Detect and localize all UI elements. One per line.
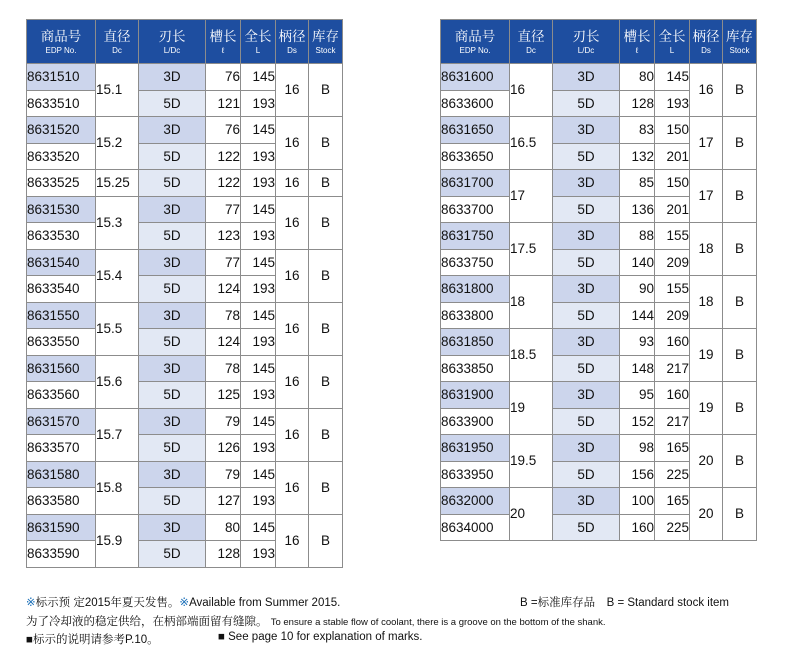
- overall-length-cell: 145: [241, 117, 276, 144]
- shank-diameter-cell: 16: [276, 196, 309, 249]
- length-ratio-cell: 3D: [553, 223, 620, 250]
- diameter-cell: 16: [510, 64, 553, 117]
- diameter-cell: 15.8: [96, 461, 139, 514]
- length-ratio-cell: 5D: [139, 435, 206, 462]
- length-ratio-cell: 3D: [139, 117, 206, 144]
- overall-length-cell: 145: [241, 196, 276, 223]
- length-ratio-cell: 3D: [553, 64, 620, 91]
- flute-length-cell: 124: [206, 276, 241, 303]
- marks-note-en: ■ See page 10 for explanation of marks.: [218, 631, 423, 643]
- diameter-cell: 19: [510, 382, 553, 435]
- column-header-zh: 直径: [103, 29, 131, 45]
- diameter-cell: 15.2: [96, 117, 139, 170]
- stock-cell: B: [723, 64, 757, 117]
- table-row: [27, 196, 343, 223]
- table-row: [441, 329, 757, 356]
- length-ratio-cell: 5D: [553, 408, 620, 435]
- stock-cell: B: [309, 461, 343, 514]
- edp-number: 8631950: [441, 435, 510, 462]
- edp-number: 8632000: [441, 488, 510, 515]
- edp-number: 8631520: [27, 117, 96, 144]
- table-row: [441, 382, 757, 409]
- length-ratio-cell: 3D: [139, 249, 206, 276]
- column-header-en: ℓ: [635, 45, 639, 55]
- overall-length-cell: 145: [241, 64, 276, 91]
- overall-length-cell: 145: [241, 302, 276, 329]
- flute-length-cell: 123: [206, 223, 241, 250]
- column-header-en: Ds: [701, 45, 711, 55]
- stock-cell: B: [309, 117, 343, 170]
- length-ratio-cell: 3D: [553, 488, 620, 515]
- header-row: [27, 20, 343, 64]
- length-ratio-cell: 3D: [139, 355, 206, 382]
- edp-number: 8631570: [27, 408, 96, 435]
- flute-length-cell: 148: [620, 355, 655, 382]
- shank-diameter-cell: 17: [690, 170, 723, 223]
- length-ratio-cell: 5D: [553, 143, 620, 170]
- column-header-zh: 柄径: [278, 29, 306, 45]
- table-row: [27, 461, 343, 488]
- edp-number: 8631530: [27, 196, 96, 223]
- shank-diameter-cell: 19: [690, 329, 723, 382]
- length-ratio-cell: 5D: [553, 196, 620, 223]
- flute-length-cell: 122: [206, 170, 241, 197]
- diameter-cell: 15.6: [96, 355, 139, 408]
- diameter-cell: 15.5: [96, 302, 139, 355]
- header-row: [441, 20, 757, 64]
- stock-cell: B: [723, 276, 757, 329]
- column-header: [96, 20, 139, 64]
- edp-number: 8631700: [441, 170, 510, 197]
- availability-note-en: Available from Summer 2015.: [189, 597, 341, 609]
- column-header: [309, 20, 343, 64]
- length-ratio-cell: 5D: [553, 355, 620, 382]
- length-ratio-cell: 5D: [139, 143, 206, 170]
- overall-length-cell: 209: [655, 302, 690, 329]
- flute-length-cell: 78: [206, 302, 241, 329]
- table-row: [27, 249, 343, 276]
- column-header: [276, 20, 309, 64]
- column-header-en: Stock: [729, 45, 750, 55]
- table-row: [441, 117, 757, 144]
- length-ratio-cell: 5D: [139, 329, 206, 356]
- stock-cell: B: [723, 329, 757, 382]
- flute-length-cell: 88: [620, 223, 655, 250]
- edp-number: 8633750: [441, 249, 510, 276]
- length-ratio-cell: 5D: [139, 170, 206, 197]
- overall-length-cell: 150: [655, 170, 690, 197]
- flute-length-cell: 128: [620, 90, 655, 117]
- edp-number: 8631580: [27, 461, 96, 488]
- coolant-note: [26, 613, 606, 629]
- table-row: [441, 223, 757, 250]
- length-ratio-cell: 5D: [139, 223, 206, 250]
- overall-length-cell: 145: [655, 64, 690, 91]
- stock-cell: B: [723, 223, 757, 276]
- edp-number: 8633540: [27, 276, 96, 303]
- overall-length-cell: 193: [655, 90, 690, 117]
- diameter-cell: 15.9: [96, 514, 139, 567]
- shank-diameter-cell: 16: [276, 170, 309, 197]
- diameter-cell: 15.4: [96, 249, 139, 302]
- marks-note-zh: ■标示的说明请参考P.10。: [26, 634, 159, 646]
- flute-length-cell: 85: [620, 170, 655, 197]
- edp-number: 8631750: [441, 223, 510, 250]
- edp-number: 8633900: [441, 408, 510, 435]
- flute-length-cell: 79: [206, 408, 241, 435]
- edp-number: 8633560: [27, 382, 96, 409]
- edp-number: 8633700: [441, 196, 510, 223]
- diameter-cell: 16.5: [510, 117, 553, 170]
- stock-cell: B: [309, 64, 343, 117]
- flute-length-cell: 77: [206, 249, 241, 276]
- flute-length-cell: 78: [206, 355, 241, 382]
- edp-number: 8633570: [27, 435, 96, 462]
- edp-number: 8633600: [441, 90, 510, 117]
- coolant-note-en: To ensure a stable flow of coolant, there is a groove on the bottom of the shank.: [270, 617, 606, 628]
- flute-length-cell: 160: [620, 514, 655, 541]
- flute-length-cell: 132: [620, 143, 655, 170]
- stock-cell: B: [309, 249, 343, 302]
- overall-length-cell: 150: [655, 117, 690, 144]
- mark-symbol: ※: [26, 597, 36, 609]
- column-header-en: EDP No.: [45, 45, 77, 55]
- shank-diameter-cell: 16: [276, 64, 309, 117]
- column-header-en: Dc: [526, 45, 536, 55]
- stock-cell: B: [309, 170, 343, 197]
- length-ratio-cell: 5D: [553, 514, 620, 541]
- flute-length-cell: 79: [206, 461, 241, 488]
- length-ratio-cell: 5D: [553, 461, 620, 488]
- edp-number: 8633530: [27, 223, 96, 250]
- overall-length-cell: 145: [241, 249, 276, 276]
- overall-length-cell: 145: [241, 355, 276, 382]
- length-ratio-cell: 3D: [139, 302, 206, 329]
- overall-length-cell: 193: [241, 143, 276, 170]
- shank-diameter-cell: 16: [276, 514, 309, 567]
- column-header: [723, 20, 757, 64]
- length-ratio-cell: 5D: [139, 541, 206, 568]
- diameter-cell: 15.1: [96, 64, 139, 117]
- column-header-zh: 商品号: [454, 29, 496, 45]
- column-header-zh: 商品号: [40, 29, 82, 45]
- edp-number: 8633520: [27, 143, 96, 170]
- overall-length-cell: 217: [655, 408, 690, 435]
- overall-length-cell: 201: [655, 196, 690, 223]
- diameter-cell: 18.5: [510, 329, 553, 382]
- coolant-note-zh: 为了冷却液的稳定供给，在柄部端面留有缝隙。: [26, 616, 268, 628]
- diameter-cell: 19.5: [510, 435, 553, 488]
- spec-table-left: [26, 19, 343, 568]
- overall-length-cell: 160: [655, 382, 690, 409]
- column-header-zh: 柄径: [692, 29, 720, 45]
- length-ratio-cell: 3D: [139, 514, 206, 541]
- shank-diameter-cell: 16: [276, 117, 309, 170]
- table-row: [441, 435, 757, 462]
- column-header-en: EDP No.: [459, 45, 491, 55]
- length-ratio-cell: 5D: [139, 90, 206, 117]
- stock-cell: B: [723, 488, 757, 541]
- table-row: [441, 170, 757, 197]
- flute-length-cell: 80: [206, 514, 241, 541]
- edp-number: 8631900: [441, 382, 510, 409]
- shank-diameter-cell: 17: [690, 117, 723, 170]
- table-body: [441, 64, 757, 541]
- stock-legend: B =标准库存品 B = Standard stock item: [520, 597, 729, 609]
- column-header: [553, 20, 620, 64]
- flute-length-cell: 128: [206, 541, 241, 568]
- overall-length-cell: 201: [655, 143, 690, 170]
- stock-cell: B: [309, 514, 343, 567]
- edp-number: 8631560: [27, 355, 96, 382]
- overall-length-cell: 193: [241, 382, 276, 409]
- table-row: [441, 64, 757, 91]
- overall-length-cell: 155: [655, 223, 690, 250]
- overall-length-cell: 193: [241, 90, 276, 117]
- edp-number: 8633590: [27, 541, 96, 568]
- flute-length-cell: 140: [620, 249, 655, 276]
- shank-diameter-cell: 20: [690, 488, 723, 541]
- flute-length-cell: 136: [620, 196, 655, 223]
- availability-note: [26, 594, 340, 610]
- stock-cell: B: [309, 408, 343, 461]
- overall-length-cell: 193: [241, 488, 276, 515]
- column-header-zh: 直径: [517, 29, 545, 45]
- flute-length-cell: 126: [206, 435, 241, 462]
- stock-cell: B: [723, 382, 757, 435]
- column-header: [139, 20, 206, 64]
- length-ratio-cell: 3D: [553, 170, 620, 197]
- edp-number: 8631800: [441, 276, 510, 303]
- column-header-zh: 库存: [312, 29, 339, 45]
- flute-length-cell: 77: [206, 196, 241, 223]
- mark-symbol: ※: [179, 597, 190, 609]
- flute-length-cell: 144: [620, 302, 655, 329]
- flute-length-cell: 100: [620, 488, 655, 515]
- shank-diameter-cell: 16: [690, 64, 723, 117]
- stock-cell: B: [309, 355, 343, 408]
- edp-number: 8633580: [27, 488, 96, 515]
- overall-length-cell: 165: [655, 488, 690, 515]
- length-ratio-cell: 5D: [139, 488, 206, 515]
- length-ratio-cell: 5D: [553, 302, 620, 329]
- flute-length-cell: 76: [206, 64, 241, 91]
- shank-diameter-cell: 16: [276, 408, 309, 461]
- flute-length-cell: 121: [206, 90, 241, 117]
- shank-diameter-cell: 16: [276, 302, 309, 355]
- edp-number: 8633550: [27, 329, 96, 356]
- table-row: [27, 170, 343, 197]
- edp-number: 8631510: [27, 64, 96, 91]
- flute-length-cell: 122: [206, 143, 241, 170]
- column-header: [510, 20, 553, 64]
- table-row: [27, 64, 343, 91]
- overall-length-cell: 193: [241, 435, 276, 462]
- table-row: [27, 408, 343, 435]
- length-ratio-cell: 3D: [553, 117, 620, 144]
- diameter-cell: 20: [510, 488, 553, 541]
- edp-number: 8633650: [441, 143, 510, 170]
- length-ratio-cell: 3D: [139, 64, 206, 91]
- column-header-en: L/Dc: [163, 45, 181, 55]
- stock-cell: B: [723, 170, 757, 223]
- edp-number: 8633850: [441, 355, 510, 382]
- column-header-zh: 刃长: [572, 29, 600, 45]
- edp-number: 8631590: [27, 514, 96, 541]
- table-row: [441, 276, 757, 303]
- column-header-zh: 库存: [726, 29, 753, 45]
- column-header-zh: 槽长: [209, 29, 237, 45]
- flute-length-cell: 83: [620, 117, 655, 144]
- column-header-zh: 全长: [244, 29, 272, 45]
- length-ratio-cell: 3D: [139, 196, 206, 223]
- shank-diameter-cell: 16: [276, 461, 309, 514]
- edp-number: 8631600: [441, 64, 510, 91]
- diameter-cell: 15.3: [96, 196, 139, 249]
- shank-diameter-cell: 18: [690, 223, 723, 276]
- availability-note-zh: 标示预 定2015年夏天发售。: [35, 597, 180, 609]
- overall-length-cell: 193: [241, 223, 276, 250]
- diameter-cell: 17: [510, 170, 553, 223]
- flute-length-cell: 98: [620, 435, 655, 462]
- overall-length-cell: 209: [655, 249, 690, 276]
- stock-cell: B: [723, 435, 757, 488]
- column-header-en: L/Dc: [577, 45, 595, 55]
- diameter-cell: 17.5: [510, 223, 553, 276]
- shank-diameter-cell: 16: [276, 249, 309, 302]
- column-header-en: Dc: [112, 45, 122, 55]
- overall-length-cell: 225: [655, 514, 690, 541]
- flute-length-cell: 124: [206, 329, 241, 356]
- column-header: [206, 20, 241, 64]
- length-ratio-cell: 3D: [139, 408, 206, 435]
- length-ratio-cell: 5D: [139, 382, 206, 409]
- length-ratio-cell: 3D: [553, 276, 620, 303]
- length-ratio-cell: 3D: [553, 435, 620, 462]
- edp-number: 8631850: [441, 329, 510, 356]
- column-header: [441, 20, 510, 64]
- table-row: [27, 302, 343, 329]
- flute-length-cell: 93: [620, 329, 655, 356]
- length-ratio-cell: 3D: [139, 461, 206, 488]
- overall-length-cell: 193: [241, 329, 276, 356]
- column-header-zh: 刃长: [158, 29, 186, 45]
- edp-number: 8633510: [27, 90, 96, 117]
- column-header-en: L: [669, 45, 675, 55]
- edp-number: 8633800: [441, 302, 510, 329]
- shank-diameter-cell: 18: [690, 276, 723, 329]
- edp-number: 8633525: [27, 170, 96, 197]
- column-header: [655, 20, 690, 64]
- overall-length-cell: 155: [655, 276, 690, 303]
- overall-length-cell: 165: [655, 435, 690, 462]
- shank-diameter-cell: 19: [690, 382, 723, 435]
- edp-number: 8633950: [441, 461, 510, 488]
- flute-length-cell: 156: [620, 461, 655, 488]
- diameter-cell: 15.7: [96, 408, 139, 461]
- overall-length-cell: 193: [241, 541, 276, 568]
- flute-length-cell: 127: [206, 488, 241, 515]
- length-ratio-cell: 3D: [553, 329, 620, 356]
- flute-length-cell: 80: [620, 64, 655, 91]
- spec-table-right: [440, 19, 757, 541]
- length-ratio-cell: 5D: [139, 276, 206, 303]
- column-header-zh: 全长: [658, 29, 686, 45]
- flute-length-cell: 95: [620, 382, 655, 409]
- column-header: [241, 20, 276, 64]
- flute-length-cell: 90: [620, 276, 655, 303]
- table-row: [441, 488, 757, 515]
- table-body: [27, 64, 343, 568]
- column-header-en: Stock: [315, 45, 336, 55]
- length-ratio-cell: 3D: [553, 382, 620, 409]
- overall-length-cell: 193: [241, 170, 276, 197]
- overall-length-cell: 145: [241, 461, 276, 488]
- shank-diameter-cell: 16: [276, 355, 309, 408]
- table-row: [27, 514, 343, 541]
- edp-number: 8631650: [441, 117, 510, 144]
- flute-length-cell: 76: [206, 117, 241, 144]
- table-row: [27, 355, 343, 382]
- edp-number: 8634000: [441, 514, 510, 541]
- overall-length-cell: 145: [241, 514, 276, 541]
- column-header: [690, 20, 723, 64]
- column-header-en: L: [255, 45, 261, 55]
- overall-length-cell: 217: [655, 355, 690, 382]
- length-ratio-cell: 5D: [553, 249, 620, 276]
- column-header-en: ℓ: [221, 45, 225, 55]
- column-header: [27, 20, 96, 64]
- shank-diameter-cell: 20: [690, 435, 723, 488]
- edp-number: 8631540: [27, 249, 96, 276]
- overall-length-cell: 160: [655, 329, 690, 356]
- column-header-en: Ds: [287, 45, 297, 55]
- column-header-zh: 槽长: [623, 29, 651, 45]
- length-ratio-cell: 5D: [553, 90, 620, 117]
- stock-cell: B: [723, 117, 757, 170]
- overall-length-cell: 193: [241, 276, 276, 303]
- flute-length-cell: 125: [206, 382, 241, 409]
- diameter-cell: 18: [510, 276, 553, 329]
- stock-cell: B: [309, 302, 343, 355]
- stock-cell: B: [309, 196, 343, 249]
- diameter-cell: 15.25: [96, 170, 139, 197]
- flute-length-cell: 152: [620, 408, 655, 435]
- column-header: [620, 20, 655, 64]
- edp-number: 8631550: [27, 302, 96, 329]
- table-row: [27, 117, 343, 144]
- overall-length-cell: 225: [655, 461, 690, 488]
- overall-length-cell: 145: [241, 408, 276, 435]
